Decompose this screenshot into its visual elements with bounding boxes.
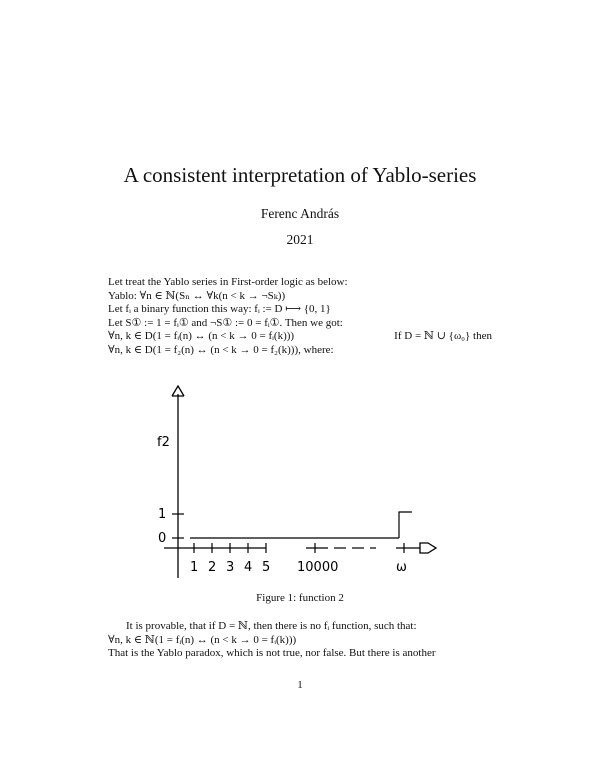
formula-left: ∀n, k ∈ D(1 = fᵢ(n) ↔ (n < k → 0 = fᵢ(k))): [108, 330, 295, 343]
publication-year: 2021: [286, 232, 314, 247]
x-tick-label-omega: ω: [396, 560, 407, 575]
paragraph-line: It is provable, that if D = ℕ, then there is no fᵢ function, such that:: [126, 620, 417, 632]
intro-line-justified: [108, 330, 492, 344]
function-value-one: [399, 512, 412, 538]
page-number: 1: [297, 679, 303, 691]
x-axis-arrow: [420, 543, 436, 553]
y-tick-label-0: 0: [158, 531, 167, 546]
following-paragraph: [108, 620, 492, 661]
figure-caption: Figure 1: function 2: [256, 592, 344, 604]
author-name: Ferenc András: [260, 206, 340, 221]
intro-line: Let treat the Yablo series in First-order logic as below:: [108, 276, 348, 288]
y-axis-label: f2: [157, 435, 170, 450]
x-tick-label-5: 5: [262, 560, 271, 575]
intro-line: ∀n, k ∈ D(1 = f₂(n) ↔ (n < k → 0 = f₂(k))), where:: [108, 343, 334, 356]
x-tick-label-2: 2: [208, 560, 217, 575]
intro-line: Yablo: ∀n ∈ ℕ(Sₙ ↔ ∀k(n < k → ¬Sₖ)): [108, 289, 286, 302]
paragraph-line: That is the Yablo paradox, which is not true, nor false. But there is another: [108, 647, 436, 660]
x-tick-label-10000: 10000: [297, 560, 339, 575]
y-tick-label-1: 1: [158, 507, 167, 522]
paper-title: A consistent interpretation of Yablo-series: [123, 163, 477, 187]
intro-line: Let S① := 1 = fᵢ① and ¬S① := 0 = fᵢ①. Then we got:: [108, 316, 343, 329]
intro-line: Let fᵢ a binary function this way: fᵢ := D ⟼ {0, 1}: [108, 303, 331, 316]
x-tick-label-1: 1: [190, 560, 199, 575]
formula-right: If D = ℕ ∪ {ω₀} then: [394, 330, 492, 343]
paragraph-line: ∀n, k ∈ ℕ(1 = fᵢ(n) ↔ (n < k → 0 = fᵢ(k))): [108, 633, 297, 646]
x-tick-label-3: 3: [226, 560, 235, 575]
function-graph: [150, 380, 440, 580]
intro-paragraph: [108, 276, 492, 358]
x-tick-label-4: 4: [244, 560, 253, 575]
